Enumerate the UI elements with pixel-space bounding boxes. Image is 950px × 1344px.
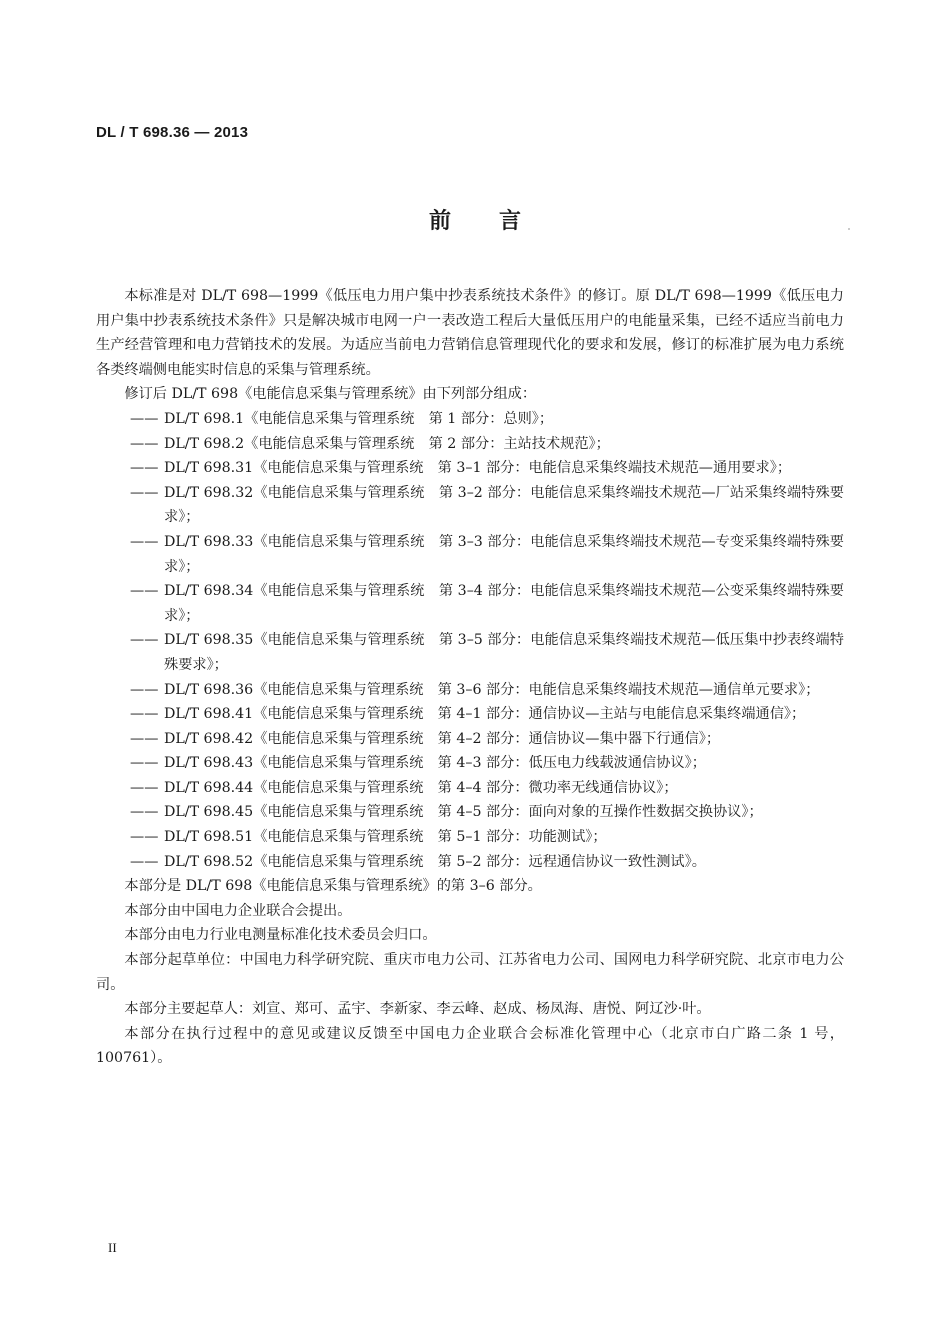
part-text: DL/T 698.31《电能信息采集与管理系统 第 3–1 部分：电能信息采集终端技术规范—通用要求》； <box>164 460 792 477</box>
part-text: DL/T 698.45《电能信息采集与管理系统 第 4–5 部分：面向对象的互操作性数据交换协议》； <box>164 804 763 821</box>
dash-marker: —— <box>130 583 159 600</box>
list-item <box>96 456 844 481</box>
list-item <box>96 628 844 677</box>
list-item <box>96 407 844 432</box>
part-text: DL/T 698.43《电能信息采集与管理系统 第 4–3 部分：低压电力线载波通信协议》； <box>164 755 706 772</box>
document-code: DL / T 698.36 — 2013 <box>96 124 249 141</box>
dash-marker: —— <box>130 484 159 501</box>
scan-speck <box>848 228 850 230</box>
list-item <box>96 432 844 457</box>
closing-paragraph: 本部分由电力行业电测量标准化技术委员会归口。 <box>124 927 437 944</box>
dash-marker: —— <box>130 755 159 772</box>
dash-marker: —— <box>130 460 159 477</box>
part-text: DL/T 698.36《电能信息采集与管理系统 第 3–6 部分：电能信息采集终端技术规范—通信单元要求》； <box>164 681 820 698</box>
parts-list <box>96 407 844 874</box>
dash-marker: —— <box>130 435 159 452</box>
intro-paragraph: 本标准是对 DL/T 698—1999《低压电力用户集中抄表系统技术条件》的修订。原 DL/T 698—1999《低压电力用户集中抄表系统技术条件》只是解决城市电网一户一表改造工程后大量低压用户的电能量采集，已经不适应当前电力生产经营管理和电力营销技术的发展。为适应当前电力营销信息管理现代化的要求和发展，修订的标准扩展为电力系统各类终端侧电能实时信息的采集与管理系统。 <box>96 288 844 378</box>
part-text: DL/T 698.41《电能信息采集与管理系统 第 4–1 部分：通信协议—主站与电能信息采集终端通信》； <box>164 706 806 723</box>
list-item <box>96 678 844 703</box>
list-item <box>96 579 844 628</box>
dash-marker: —— <box>130 779 159 796</box>
dash-marker: —— <box>130 410 159 427</box>
list-item <box>96 776 844 801</box>
part-text: DL/T 698.2《电能信息采集与管理系统 第 2 部分：主站技术规范》； <box>164 435 610 452</box>
dash-marker: —— <box>130 533 159 550</box>
list-item <box>96 825 844 850</box>
part-text: DL/T 698.42《电能信息采集与管理系统 第 4–2 部分：通信协议—集中器下行通信》； <box>164 730 721 747</box>
parts-intro: 修订后 DL/T 698《电能信息采集与管理系统》由下列部分组成： <box>124 386 537 403</box>
list-item <box>96 727 844 752</box>
dash-marker: —— <box>130 804 159 821</box>
dash-marker: —— <box>130 681 159 698</box>
closing-paragraph: 本部分由中国电力企业联合会提出。 <box>124 902 352 919</box>
part-text: DL/T 698.52《电能信息采集与管理系统 第 5–2 部分：远程通信协议一致性测试》。 <box>164 853 706 870</box>
closing-paragraph: 本部分是 DL/T 698《电能信息采集与管理系统》的第 3–6 部分。 <box>124 878 542 895</box>
main-drafters: 本部分主要起草人：刘宣、郑可、孟宇、李新家、李云峰、赵成、杨凤海、唐悦、阿辽沙·叶。 <box>124 1001 711 1018</box>
page-number: II <box>108 1240 117 1255</box>
list-item <box>96 702 844 727</box>
foreword-body <box>96 284 844 1071</box>
part-text: DL/T 698.34《电能信息采集与管理系统 第 3–4 部分：电能信息采集终端技术规范—公变采集终端特殊要求》； <box>164 583 844 624</box>
dash-marker: —— <box>130 853 159 870</box>
list-item <box>96 800 844 825</box>
drafting-units: 本部分起草单位：中国电力科学研究院、重庆市电力公司、江苏省电力公司、国网电力科学研究院、北京市电力公司。 <box>96 952 844 993</box>
part-text: DL/T 698.33《电能信息采集与管理系统 第 3–3 部分：电能信息采集终端技术规范—专变采集终端特殊要求》； <box>164 533 844 575</box>
dash-marker: —— <box>130 632 159 649</box>
page-title: 前言 <box>428 209 569 234</box>
part-text: DL/T 698.35《电能信息采集与管理系统 第 3–5 部分：电能信息采集终端技术规范—低压集中抄表终端特殊要求》； <box>164 632 844 673</box>
dash-marker: —— <box>130 706 159 723</box>
dash-marker: —— <box>130 730 159 747</box>
dash-marker: —— <box>130 829 159 846</box>
part-text: DL/T 698.51《电能信息采集与管理系统 第 5–1 部分：功能测试》； <box>164 829 607 846</box>
list-item <box>96 481 844 530</box>
list-item <box>96 751 844 776</box>
feedback-note: 本部分在执行过程中的意见或建议反馈至中国电力企业联合会标准化管理中心（北京市白广路二条 1 号，100761）。 <box>96 1025 844 1067</box>
list-item <box>96 850 844 875</box>
part-text: DL/T 698.1《电能信息采集与管理系统 第 1 部分：总则》； <box>164 410 554 427</box>
part-text: DL/T 698.32《电能信息采集与管理系统 第 3–2 部分：电能信息采集终端技术规范—厂站采集终端特殊要求》； <box>164 484 844 526</box>
list-item <box>96 530 844 579</box>
part-text: DL/T 698.44《电能信息采集与管理系统 第 4–4 部分：微功率无线通信协议》； <box>164 779 678 796</box>
